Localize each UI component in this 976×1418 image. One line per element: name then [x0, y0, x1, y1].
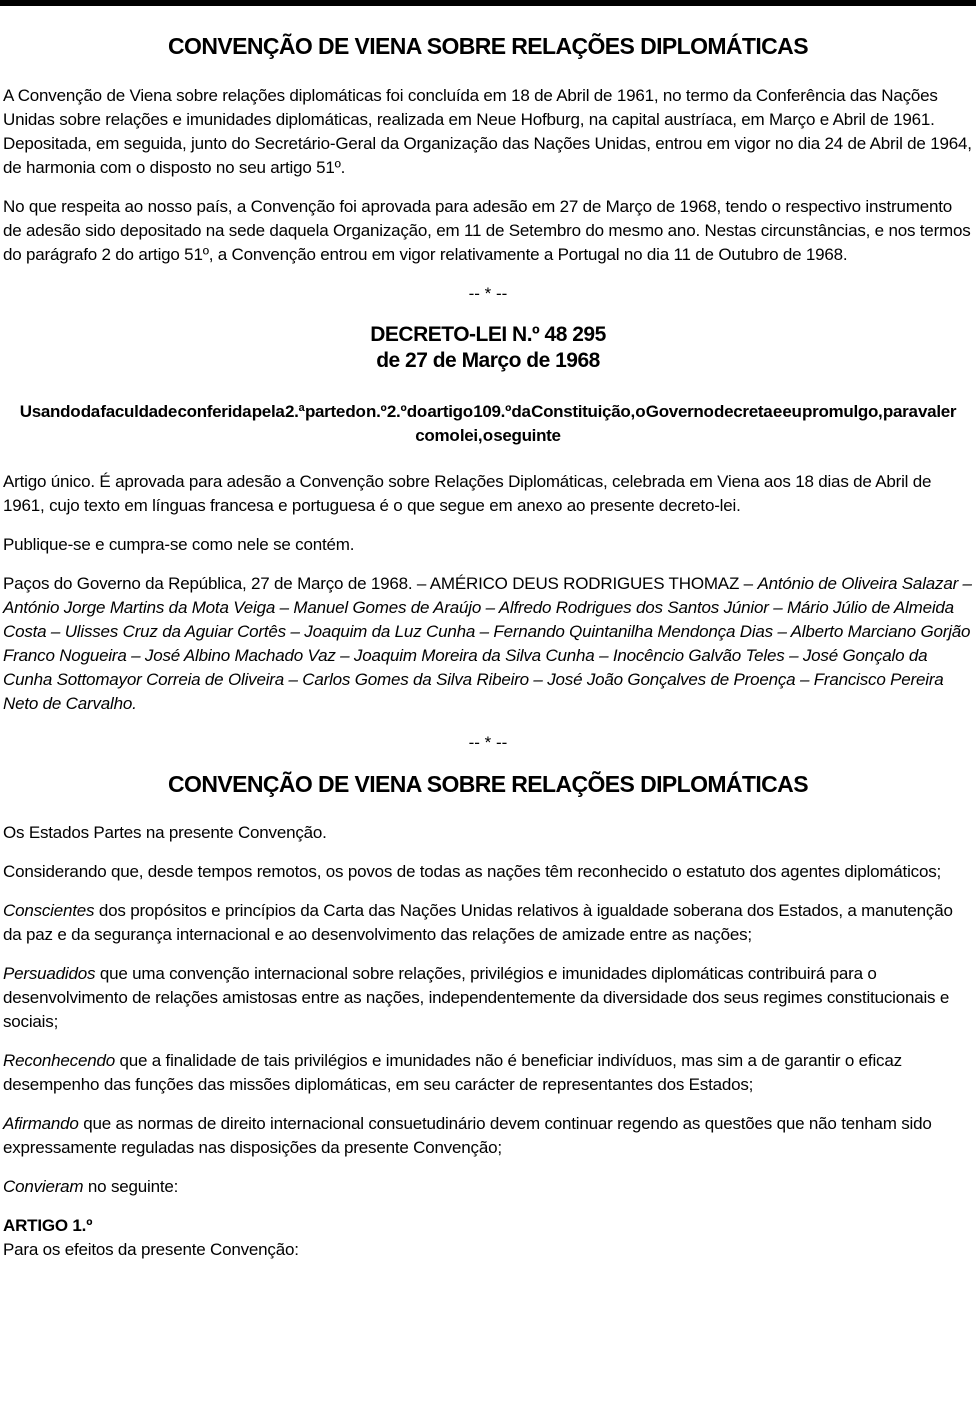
intro-paragraph-1: A Convenção de Viena sobre relações diplomáticas foi concluída em 18 de Abril de 1961, no termo da Conferência das Nações Unidas sobre relações e imunidades diplomáticas, realizada em Neue Hofburg, na capital austríaca, em Março e Abril de 1961. Depositada, em seguida, junto do Secretário-Geral da Organização das Nações Unidas, entrou em vigor no dia 24 de Abril de 1964, de harmonia com o disposto no seu artigo 51º.	[3, 86, 972, 177]
convention-parties: Os Estados Partes na presente Convenção.	[3, 823, 327, 842]
decree-signatures	[3, 572, 973, 716]
convention-agreement	[3, 1175, 973, 1199]
recital-body: que as normas de direito internacional consuetudinário devem continuar regendo as questões que não tenham sido expressamente reguladas nas disposições da presente Convenção;	[3, 1114, 932, 1157]
recital-conscientes	[3, 899, 973, 947]
recital-lead-word: Persuadidos	[3, 964, 96, 983]
signatories-list: António de Oliveira Salazar – António Jorge Martins da Mota Veiga – Manuel Gomes de Araújo – Alfredo Rodrigues dos Santos Júnior – Mário Júlio de Almeida Costa – Ulisses Cruz da Aguiar Cortês – Joaquim da Luz Cunha – Fernando Quintanilha Mendonça Dias – Alberto Marciano Gorjão Franco Nogueira – José Albino Machado Vaz – Joaquim Moreira da Silva Cunha – Inocêncio Galvão Teles – José Gonçalo da Cunha Sottomayor Correia de Oliveira – Carlos Gomes da Silva Ribeiro – José João Gonçalves de Proença – Francisco Pereira Neto de Carvalho.	[3, 574, 972, 713]
intro-paragraph-2: No que respeita ao nosso país, a Convenção foi aprovada para adesão em 27 de Março de 1968, tendo o respectivo instrumento de adesão sido depositado na sede daquela Organização, em 11 de Setembro do mesmo ano. Nestas circunstâncias, e nos termos do parágrafo 2 do artigo 51º, a Convenção entrou em vigor relativamente a Portugal no dia 11 de Outubro de 1968.	[3, 197, 971, 264]
decree-title-date: de 27 de Março de 1968	[376, 349, 600, 372]
recital-afirmando	[3, 1112, 973, 1160]
article-1-intro: Para os efeitos da presente Convenção:	[3, 1240, 299, 1259]
recital-body: que a finalidade de tais privilégios e imunidades não é beneficiar indivíduos, mas sim a de garantir o eficaz desempenho das funções das missões diplomáticas, em seu carácter de representantes dos Estados;	[3, 1051, 902, 1094]
document-title: CONVENÇÃO DE VIENA SOBRE RELAÇÕES DIPLOMÁTICAS	[168, 33, 808, 59]
recital-considerando: Considerando que, desde tempos remotos, os povos de todas as nações têm reconhecido o estatuto dos agentes diplomáticos;	[3, 862, 942, 881]
recital-persuadidos	[3, 962, 973, 1034]
recital-lead-word: Reconhecendo	[3, 1051, 115, 1070]
recital-body: dos propósitos e princípios da Carta das Nações Unidas relativos à igualdade soberana dos Estados, a manutenção da paz e da segurança internacional e ao desenvolvimento das relações de amizade entre as nações;	[3, 901, 953, 944]
decree-preamble: Usando da faculdade conferida pela 2.ª parte do n.º 2.º do artigo 109.º da Constituição, o Governo decreta e eu promulgo, para valer como lei, o seguinte	[19, 402, 957, 445]
article-1-heading: ARTIGO 1.º	[3, 1216, 93, 1235]
recital-body: que uma convenção internacional sobre relações, privilégios e imunidades diplomáticas contribuirá para o desenvolvimento de relações amistosas entre as nações, independentemente da diversidade dos seus regimes constitucionais e sociais;	[3, 964, 950, 1031]
signature-intro: Paços do Governo da República, 27 de Março de 1968. – AMÉRICO DEUS RODRIGUES THOMAZ –	[3, 574, 758, 593]
recital-lead-word: Conscientes	[3, 901, 95, 920]
convention-title: CONVENÇÃO DE VIENA SOBRE RELAÇÕES DIPLOMÁTICAS	[168, 771, 808, 797]
section-separator-2: -- * --	[468, 733, 508, 752]
recital-reconhecendo	[3, 1049, 973, 1097]
section-separator-1: -- * --	[468, 284, 508, 303]
agreement-lead-word: Convieram	[3, 1177, 84, 1196]
agreement-body: no seguinte:	[83, 1177, 179, 1196]
decree-publish-order: Publique-se e cumpra-se como nele se contém.	[3, 535, 355, 554]
decree-article-unique: Artigo único. É aprovada para adesão a Convenção sobre Relações Diplomáticas, celebrada em Viena aos 18 dias de Abril de 1961, cujo texto em línguas francesa e portuguesa é o que segue em anexo ao presente decreto-lei.	[3, 472, 932, 515]
decree-title	[3, 322, 973, 374]
recital-lead-word: Afirmando	[3, 1114, 79, 1133]
scan-edge-bar	[0, 0, 976, 6]
document-page	[0, 33, 976, 1262]
decree-title-number: DECRETO-LEI N.º 48 295	[370, 323, 606, 346]
